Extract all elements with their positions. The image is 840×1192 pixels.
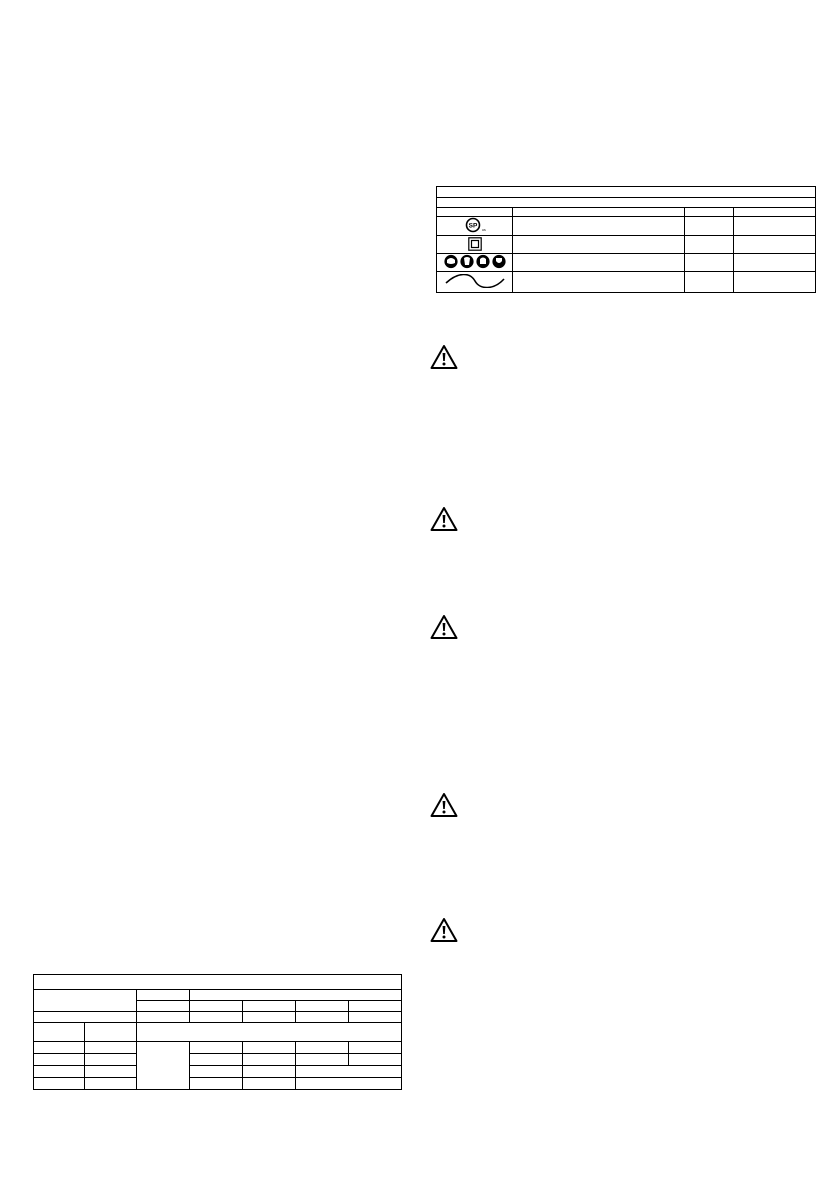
symbols-header-cell [734,208,816,217]
symbol-description [513,254,685,272]
warning-triangle-icon [430,614,458,640]
cord-table-cell [190,1054,243,1066]
cord-table-cell [349,1042,402,1054]
symbol-cell [437,254,513,272]
symbols-table-subtitle [437,198,816,208]
symbol-note [734,217,816,236]
cord-table-cell [296,1078,402,1090]
symbol-description [513,236,685,254]
cord-table-cell [190,990,402,1001]
svg-text:us: us [481,228,486,232]
cord-table-title [34,975,402,990]
cord-table-cell [85,1042,137,1054]
cord-table-cell [243,1078,296,1090]
cord-table-cell [137,1001,190,1012]
symbol-note [734,254,816,272]
cord-table-cell [349,1054,402,1066]
cord-table-cell [243,1042,296,1054]
symbol-value [685,236,734,254]
cord-table-cell [34,1012,137,1023]
cord-table-cell [296,1066,402,1078]
cord-table-cell [190,1078,243,1090]
symbol-value [685,217,734,236]
cord-table-cell [34,1066,85,1078]
cord-table-cell [243,1054,296,1066]
svg-text:SP: SP [468,222,477,230]
cord-table-cell [296,1012,349,1023]
cord-table-cell [190,1012,243,1023]
cord-table-cell [34,1054,85,1066]
cord-table-cell [137,1042,190,1090]
warning-triangle-icon [430,917,458,943]
cord-table-cell [349,1001,402,1012]
symbol-value [685,272,734,293]
symbols-header-cell [513,208,685,217]
symbols-header-cell [685,208,734,217]
cord-table-cell [34,1023,85,1042]
warning-triangle-icon [430,344,458,370]
symbol-note [734,272,816,293]
cord-table-cell [296,1054,349,1066]
symbol-cell [437,236,513,254]
symbol-description [513,272,685,293]
cord-table-cell [349,1012,402,1023]
cord-table-cell [190,1001,243,1012]
cord-table-cell [190,1042,243,1054]
cord-table-cell [296,1042,349,1054]
cord-table-cell [243,1066,296,1078]
safety-glasses-icon [444,254,506,269]
symbols-header-cell [437,208,513,217]
cord-table-cell [34,1078,85,1090]
extension-cord-table [33,974,402,1090]
symbol-cell [437,217,513,236]
cord-table-cell [243,1001,296,1012]
cord-table-cell [137,1012,190,1023]
warning-triangle-icon [430,506,458,532]
cord-table-cell [85,1078,137,1090]
symbol-value [685,254,734,272]
cord-table-cell [85,1023,137,1042]
warning-triangle-icon [430,792,458,818]
alternating-current-icon [444,274,506,288]
cord-table-cell [137,990,190,1001]
cord-table-cell [243,1012,296,1023]
cord-table-cell [85,1054,137,1066]
cord-table-cell [296,1001,349,1012]
cord-table-cell [137,1023,402,1042]
symbols-table-title [437,187,816,198]
symbol-note [734,236,816,254]
cord-table-cell [34,1042,85,1054]
csa-mark-icon [464,217,486,233]
cord-table-cell [190,1066,243,1078]
symbols-table [436,186,816,293]
symbol-cell [437,272,513,293]
double-insulation-icon [468,237,482,251]
symbol-description [513,217,685,236]
cord-table-cell [85,1066,137,1078]
cord-table-cell [34,990,137,1012]
